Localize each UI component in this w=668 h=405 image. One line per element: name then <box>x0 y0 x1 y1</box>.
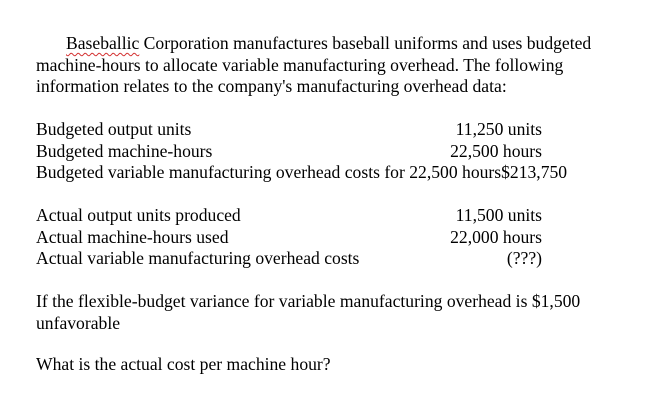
question-text: What is the actual cost per machine hour? <box>36 354 331 374</box>
budgeted-variable-overhead: Budgeted variable manufacturing overhead costs for 22,500 hours$213,750 <box>36 162 568 182</box>
actual-output-units-value: 11,500 units <box>455 205 542 225</box>
budgeted-output-units-label: Budgeted output units <box>36 119 192 139</box>
condition-line-2: unfavorable <box>36 313 121 333</box>
actual-output-units-label: Actual output units produced <box>36 205 241 225</box>
company-name: Baseballic <box>66 33 140 53</box>
actual-machine-hours-label: Actual machine-hours used <box>36 227 229 247</box>
intro-line-1 <box>66 32 591 54</box>
budgeted-output-units-value: 11,250 units <box>455 119 542 139</box>
intro-line-2: machine-hours to allocate variable manufacturing overhead. The following <box>36 55 564 75</box>
intro-line-1-rest: Corporation manufactures baseball uniforms and uses budgeted <box>139 33 592 53</box>
actual-variable-overhead-label: Actual variable manufacturing overhead costs <box>36 248 360 268</box>
actual-variable-overhead-value: (???) <box>506 248 542 268</box>
budgeted-machine-hours-label: Budgeted machine-hours <box>36 141 213 161</box>
intro-line-3: information relates to the company's manufacturing overhead data: <box>36 76 507 96</box>
condition-line-1: If the flexible-budget variance for variable manufacturing overhead is $1,500 <box>36 291 581 311</box>
budgeted-machine-hours-value: 22,500 hours <box>450 141 542 161</box>
actual-machine-hours-value: 22,000 hours <box>450 227 542 247</box>
